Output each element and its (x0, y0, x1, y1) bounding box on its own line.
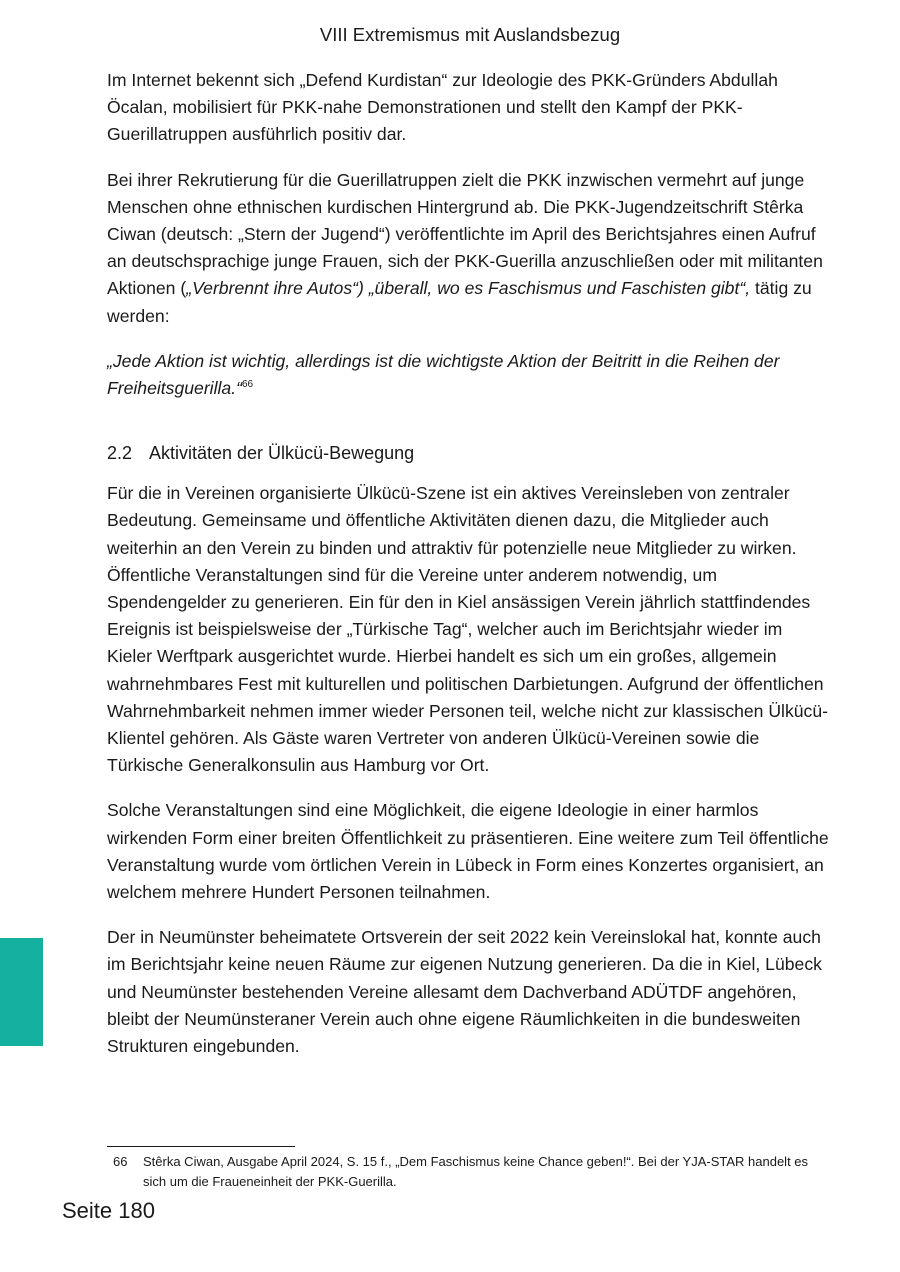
section-title: Aktivitäten der Ülkücü-Bewegung (149, 443, 415, 464)
running-header: VIII Extremismus mit Auslandsbezug (319, 24, 621, 45)
footnote-divider (107, 1146, 295, 1147)
main-text (107, 67, 829, 1060)
section-heading (107, 440, 829, 466)
footnote (107, 1152, 829, 1192)
footnote-number: 66 (113, 1154, 128, 1169)
block-quote (107, 348, 829, 402)
paragraph-events: Solche Veranstaltungen sind eine Möglichkeit, die eigene Ideologie in einer harmlos wirkenden Form einer breiten Öffentlichkeit zu präsentieren. Eine weitere zum Teil öffentliche Veranstaltung wurde vom örtlichen Verein in Lübeck in Form eines Konzertes organisiert, an welchem mehrere Hundert Personen teilnahmen. (107, 800, 829, 903)
recruitment-text-end: tätig zu werden: (107, 278, 812, 326)
section-number: 2.2 (107, 443, 133, 464)
page-number: Seite 180 (62, 1198, 155, 1223)
paragraph-recruitment (107, 167, 829, 330)
recruitment-text: Bei ihrer Rekrutierung für die Guerillatruppen zielt die PKK inzwischen vermehrt auf junge Menschen ohne ethnischen kurdischen Hintergrund ab. Die PKK-Jugendzeitschrift Stêrka Ciwan (deutsch: „Stern der Jugend“) veröffentlichte im April des Berichtsjahres einen Aufruf an deutschsprachige junge Frauen, sich der PKK-Guerilla anzuschließen oder mit militanten Aktionen ( (107, 169, 823, 299)
chapter-color-tab (0, 938, 43, 1046)
footnote-reference[interactable]: 66 (241, 379, 254, 391)
recruitment-quote: „Verbrennt ihre Autos“) „überall, wo es Faschismus und Faschisten gibt“, (186, 278, 751, 299)
paragraph-neumuenster: Der in Neumünster beheimatete Ortsverein der seit 2022 kein Vereinslokal hat, konnte auch im Berichtsjahr keine neuen Räume zur eigenen Nutzung generieren. Da die in Kiel, Lübeck und Neumünster bestehenden Vereine allesamt dem Dachverband ADÜTDF angehören, bleibt der Neumünsteraner Verein auch ohne eigene Räumlichkeiten in die bundesweiten Strukturen eingebunden. (107, 927, 822, 1057)
paragraph-association-life: Für die in Vereinen organisierte Ülkücü-Szene ist ein aktives Vereinsleben von zentraler Bedeutung. Gemeinsame und öffentliche Aktivitäten dienen dazu, die Mitglieder auch weiterhin an den Verein zu binden und attraktiv für potenzielle neue Mitglieder zu wirken. Öffentliche Veranstaltungen sind für die Vereine unter anderem notwendig, um Spendengelder zu generieren. Ein für den in Kiel ansässigen Verein jährlich stattfindendes Ereignis ist beispielsweise der „Türkische Tag“, welcher auch im Berichtsjahr wieder im Kieler Werftpark ausgerichtet wurde. Hierbei handelt es sich um ein großes, allgemein wahrnehmbares Fest mit kulturellen und politischen Darbietungen. Aufgrund der öffentlichen Wahrnehmbarkeit nehmen immer wieder Personen teil, welche nicht zur klassischen Ülkücü-Klientel gehören. Als Gäste waren Vertreter von anderen Ülkücü-Vereinen sowie die Türkische Generalkonsulin aus Hamburg vor Ort. (107, 483, 828, 776)
paragraph-defend-kurdistan: Im Internet bekennt sich „Defend Kurdistan“ zur Ideologie des PKK-Gründers Abdullah Öcalan, mobilisiert für PKK-nahe Demonstrationen und stellt den Kampf der PKK-Guerillatruppen ausführlich positiv dar. (107, 70, 778, 145)
footnote-text: Stêrka Ciwan, Ausgabe April 2024, S. 15 f., „Dem Faschismus keine Chance geben!“. Bei der YJA-STAR handelt es sich um die Fraueneinheit der PKK-Guerilla. (143, 1154, 809, 1189)
quote-text: „Jede Aktion ist wichtig, allerdings ist die wichtigste Aktion der Beitritt in die Reihen der Freiheitsguerilla.“ (107, 350, 780, 399)
